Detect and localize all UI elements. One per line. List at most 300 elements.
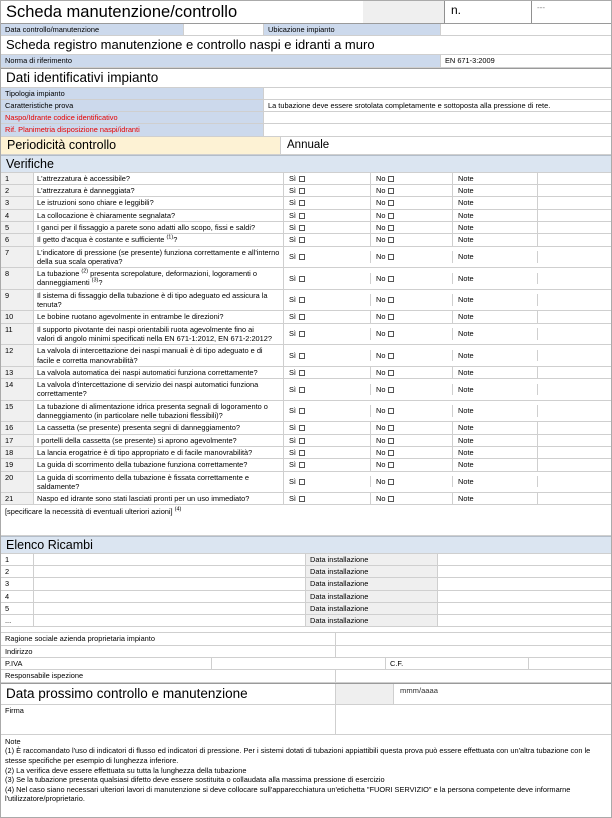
verifica-number: 17 <box>1 435 34 446</box>
no-label: No <box>376 186 386 196</box>
dati-row-tipologia <box>1 88 611 100</box>
verifica-no-cell <box>371 350 453 361</box>
ricambio-input[interactable] <box>34 615 306 626</box>
verifica-number: 16 <box>1 422 34 433</box>
no-label: No <box>376 329 386 339</box>
note-label: Note <box>453 251 538 262</box>
verifica-number: 20 <box>1 472 34 493</box>
verifica-si-cell <box>284 273 371 284</box>
ragione-sociale-label: Ragione sociale azienda proprietaria impianto <box>1 633 336 644</box>
verifica-si-cell <box>284 435 371 446</box>
si-checkbox[interactable] <box>299 408 305 414</box>
no-label: No <box>376 252 386 262</box>
verifica-question: La valvola d'intercettazione di servizio dei naspi automatici funziona correttamente? <box>34 379 284 400</box>
no-checkbox[interactable] <box>388 188 394 194</box>
note-input[interactable] <box>538 367 611 378</box>
planimetria-input[interactable] <box>264 124 611 135</box>
verifica-row-4 <box>1 210 611 222</box>
note-input[interactable] <box>538 459 611 470</box>
no-checkbox[interactable] <box>388 176 394 182</box>
cf-label: C.F. <box>386 658 529 669</box>
piva-input[interactable] <box>212 658 386 669</box>
firma-row <box>1 705 611 735</box>
verifica-question: La tubazione $^{(2)}$ presenta screpolature, deformazioni, logoramenti o danneggiamenti $^{(3)}$? <box>34 268 284 289</box>
si-checkbox[interactable] <box>299 331 305 337</box>
verifica-number: 5 <box>1 222 34 233</box>
no-label: No <box>376 367 386 377</box>
verifica-si-cell <box>284 447 371 458</box>
note-input[interactable] <box>538 247 611 268</box>
si-checkbox[interactable] <box>299 297 305 303</box>
note-label: Note <box>453 447 538 458</box>
note-input[interactable] <box>538 345 611 366</box>
note-input[interactable] <box>538 447 611 458</box>
note-label: Note <box>453 422 538 433</box>
si-label: Sì <box>289 460 296 470</box>
verifica-si-cell <box>284 251 371 262</box>
verifica-number: 15 <box>1 401 34 422</box>
si-checkbox[interactable] <box>299 425 305 431</box>
periodicita-value: Annuale <box>287 138 330 151</box>
no-label: No <box>376 295 386 305</box>
verifica-no-cell <box>371 185 453 196</box>
no-label: No <box>376 447 386 457</box>
verifica-row-20 <box>1 472 611 494</box>
verifica-si-cell <box>284 210 371 221</box>
piva-cf-row <box>1 658 611 670</box>
page-title: Scheda manutenzione/controllo <box>6 3 238 21</box>
data-installazione-input[interactable] <box>438 566 611 577</box>
verifica-row-13 <box>1 367 611 379</box>
note-label: Note <box>453 210 538 221</box>
section-dati-identificativi: Dati identificativi impianto <box>1 68 611 88</box>
no-checkbox[interactable] <box>388 425 394 431</box>
dati-row-planimetria <box>1 124 611 136</box>
si-label: Sì <box>289 367 296 377</box>
verifica-row-1 <box>1 173 611 185</box>
note-label: Note <box>453 294 538 305</box>
ricambio-number: 5 <box>1 603 34 614</box>
data-installazione-input[interactable] <box>438 603 611 614</box>
data-installazione-input[interactable] <box>438 554 611 565</box>
verifica-si-cell <box>284 294 371 305</box>
si-checkbox[interactable] <box>299 353 305 359</box>
data-installazione-label: Data installazione <box>306 603 438 614</box>
no-label: No <box>376 210 386 220</box>
note-label: Note <box>453 222 538 233</box>
verifica-no-cell <box>371 476 453 487</box>
verifiche-rows <box>1 173 611 506</box>
norma-row <box>1 55 611 67</box>
responsabile-row <box>1 670 611 682</box>
no-checkbox[interactable] <box>388 496 394 502</box>
specificare-note: [specificare la necessità di eventuali ulteriori azioni] $^{(4)}$ <box>1 505 611 535</box>
verifica-question: La guida di scorrimento della tubazione è fissata correttamente e saldamente? <box>34 472 284 493</box>
verifica-question: La valvola di intercettazione dei naspi manuali è di tipo adeguato e di facile e corretta manovrabilità? <box>34 345 284 366</box>
note-input[interactable] <box>538 422 611 433</box>
data-installazione-input[interactable] <box>438 578 611 589</box>
norma-value: EN 671-3:2009 <box>445 56 495 66</box>
data-installazione-input[interactable] <box>438 615 611 626</box>
firma-input[interactable] <box>336 705 611 734</box>
verifica-si-cell <box>284 367 371 378</box>
verifica-si-cell <box>284 459 371 470</box>
verifica-no-cell <box>371 294 453 305</box>
verifica-row-16 <box>1 422 611 434</box>
no-checkbox[interactable] <box>388 450 394 456</box>
data-prossimo-gap <box>336 684 394 704</box>
note-input[interactable] <box>538 472 611 493</box>
ricambio-input[interactable] <box>34 578 306 589</box>
no-checkbox[interactable] <box>388 408 394 414</box>
si-checkbox[interactable] <box>299 314 305 320</box>
ricambio-number: ... <box>1 615 34 626</box>
note-label: Note <box>453 173 538 184</box>
si-label: Sì <box>289 312 296 322</box>
si-label: Sì <box>289 447 296 457</box>
verifica-number: 1 <box>1 173 34 184</box>
verifica-si-cell <box>284 476 371 487</box>
indirizzo-label: Indirizzo <box>1 646 336 657</box>
no-checkbox[interactable] <box>388 479 394 485</box>
ricambio-number: 4 <box>1 591 34 602</box>
verifica-si-cell <box>284 493 371 504</box>
ricambio-number: 1 <box>1 554 34 565</box>
ricambio-row-... <box>1 615 611 627</box>
si-checkbox[interactable] <box>299 370 305 376</box>
no-checkbox[interactable] <box>388 314 394 320</box>
note-label: Note <box>453 311 538 322</box>
note-label: Note <box>453 234 538 245</box>
verifica-no-cell <box>371 447 453 458</box>
no-label: No <box>376 460 386 470</box>
no-label: No <box>376 173 386 183</box>
verifica-question: L'indicatore di pressione (se presente) funziona correttamente e all'interno della sua scala operativa? <box>34 247 284 268</box>
data-installazione-input[interactable] <box>438 591 611 602</box>
data-installazione-label: Data installazione <box>306 566 438 577</box>
no-checkbox[interactable] <box>388 370 394 376</box>
note-input[interactable] <box>538 435 611 446</box>
si-label: Sì <box>289 235 296 245</box>
verifica-si-cell <box>284 222 371 233</box>
register-subtitle: Scheda registro manutenzione e controllo naspi e idranti a muro <box>1 36 611 55</box>
ricambio-input[interactable] <box>34 591 306 602</box>
field-input-data-controllo[interactable] <box>184 24 264 35</box>
dati-row-codice <box>1 112 611 124</box>
field-input-ubicazione[interactable] <box>441 24 611 35</box>
note-input[interactable] <box>538 268 611 289</box>
verifica-no-cell <box>371 422 453 433</box>
note-label: Note <box>453 435 538 446</box>
field-label-ubicazione: Ubicazione impianto <box>264 24 441 35</box>
no-checkbox[interactable] <box>388 213 394 219</box>
ragione-sociale-row <box>1 633 611 645</box>
no-checkbox[interactable] <box>388 462 394 468</box>
note-input[interactable] <box>538 311 611 322</box>
verifica-question: Naspo ed idrante sono stati lasciati pronti per un uso immediato? <box>34 493 284 504</box>
si-label: Sì <box>289 252 296 262</box>
periodicita-row <box>1 137 611 155</box>
cf-input[interactable] <box>529 658 611 669</box>
caratteristiche-label: Caratteristiche prova <box>1 100 264 111</box>
si-checkbox[interactable] <box>299 387 305 393</box>
ricambio-input[interactable] <box>34 554 306 565</box>
verifica-row-11 <box>1 324 611 346</box>
ricambio-number: 2 <box>1 566 34 577</box>
ricambio-number: 3 <box>1 578 34 589</box>
si-checkbox[interactable] <box>299 450 305 456</box>
no-label: No <box>376 273 386 283</box>
norma-label: Norma di riferimento <box>1 55 441 66</box>
tipologia-label: Tipologia impianto <box>1 88 264 99</box>
no-checkbox[interactable] <box>388 237 394 243</box>
verifica-row-10 <box>1 311 611 323</box>
si-checkbox[interactable] <box>299 188 305 194</box>
si-checkbox[interactable] <box>299 176 305 182</box>
no-checkbox[interactable] <box>388 254 394 260</box>
si-label: Sì <box>289 384 296 394</box>
verifica-row-2 <box>1 185 611 197</box>
no-checkbox[interactable] <box>388 438 394 444</box>
verifica-no-cell <box>371 222 453 233</box>
data-installazione-label: Data installazione <box>306 554 438 565</box>
ricambio-input[interactable] <box>34 603 306 614</box>
verifica-row-3 <box>1 197 611 209</box>
field-label-data-controllo: Data controllo/manutenzione <box>1 24 184 35</box>
verifica-si-cell <box>284 197 371 208</box>
no-checkbox[interactable] <box>388 225 394 231</box>
note-input[interactable] <box>538 401 611 422</box>
note-input[interactable] <box>538 210 611 221</box>
verifica-number: 13 <box>1 367 34 378</box>
firma-label: Firma <box>1 705 336 734</box>
verifica-no-cell <box>371 493 453 504</box>
section-verifiche: Verifiche <box>1 155 611 173</box>
note-label: Note <box>453 476 538 487</box>
verifica-no-cell <box>371 173 453 184</box>
piva-label: P.IVA <box>1 658 212 669</box>
verifica-si-cell <box>284 311 371 322</box>
note-label: Note <box>453 493 538 504</box>
note-item-4: (4) Nel caso siano necessari ulteriori lavori di manutenzione si deve collocare sull'apparecchiatura un'etichetta "FUORI SERVIZIO" e la persona competente deve informarne l'utilizzatore/proprietario. <box>5 785 571 804</box>
si-checkbox[interactable] <box>299 254 305 260</box>
no-checkbox[interactable] <box>388 200 394 206</box>
data-prossimo-row <box>1 683 611 705</box>
si-checkbox[interactable] <box>299 237 305 243</box>
no-checkbox[interactable] <box>388 353 394 359</box>
codice-identificativo-label: Naspo/Idrante codice identificativo <box>1 112 264 123</box>
note-input[interactable] <box>538 173 611 184</box>
verifica-row-7 <box>1 247 611 269</box>
si-label: Sì <box>289 198 296 208</box>
si-checkbox[interactable] <box>299 462 305 468</box>
verifica-number: 7 <box>1 247 34 268</box>
title-row <box>1 1 611 24</box>
verifica-number: 8 <box>1 268 34 289</box>
dati-row-caratteristiche <box>1 100 611 112</box>
verifica-number: 10 <box>1 311 34 322</box>
verifica-no-cell <box>371 273 453 284</box>
verifica-question: Le bobine ruotano agevolmente in entrambe le direzioni? <box>34 311 284 322</box>
verifica-question: La valvola automatica dei naspi automatici funziona correttamente? <box>34 367 284 378</box>
note-input[interactable] <box>538 290 611 311</box>
verifica-question: Il getto d'acqua è costante e sufficiente $^{(1)}$? <box>34 234 284 245</box>
note-item-1: (1) È raccomandato l'uso di indicatori di flusso ed indicatori di pressione. Per i sistemi dotati di tubazioni appiattibili questa prova può essere effettuata con un'altra tubazione con le stesse specifiche per esempio di lunghezza inferiore. <box>5 746 591 765</box>
verifica-si-cell <box>284 328 371 339</box>
note-label: Note <box>453 367 538 378</box>
data-prossimo-value[interactable]: mmm/aaaa <box>400 685 438 695</box>
no-checkbox[interactable] <box>388 387 394 393</box>
si-label: Sì <box>289 406 296 416</box>
ricambio-row-4 <box>1 591 611 603</box>
verifica-no-cell <box>371 311 453 322</box>
planimetria-label: Rif. Planimetria disposizione naspi/idranti <box>1 124 264 135</box>
responsabile-input[interactable] <box>336 670 611 681</box>
verifica-row-12 <box>1 345 611 367</box>
note-label: Note <box>453 459 538 470</box>
si-label: Sì <box>289 494 296 504</box>
no-label: No <box>376 222 386 232</box>
sheet-number-value[interactable]: --- <box>531 1 611 23</box>
note-input[interactable] <box>538 379 611 400</box>
indirizzo-input[interactable] <box>336 646 611 657</box>
si-label: Sì <box>289 222 296 232</box>
caratteristiche-value: La tubazione deve essere srotolata completamente e sottoposta alla pressione di rete. <box>268 100 551 110</box>
tipologia-input[interactable] <box>264 88 611 99</box>
ricambio-row-5 <box>1 603 611 615</box>
si-checkbox[interactable] <box>299 200 305 206</box>
verifica-question: La cassetta (se presente) presenta segni di danneggiamento? <box>34 422 284 433</box>
si-checkbox[interactable] <box>299 213 305 219</box>
verifica-no-cell <box>371 234 453 245</box>
verifica-row-9 <box>1 290 611 312</box>
sheet-number-label: n. <box>444 1 531 23</box>
periodicita-label: Periodicità controllo <box>1 137 281 154</box>
note-label: Note <box>453 328 538 339</box>
verifica-number: 4 <box>1 210 34 221</box>
notes-title: Note <box>5 736 21 746</box>
note-input[interactable] <box>538 222 611 233</box>
data-prossimo-title: Data prossimo controllo e manutenzione <box>1 684 336 704</box>
si-checkbox[interactable] <box>299 276 305 282</box>
ricambio-row-3 <box>1 578 611 590</box>
si-label: Sì <box>289 350 296 360</box>
ricambio-row-1 <box>1 554 611 566</box>
si-label: Sì <box>289 295 296 305</box>
si-checkbox[interactable] <box>299 438 305 444</box>
si-label: Sì <box>289 477 296 487</box>
si-label: Sì <box>289 423 296 433</box>
verifica-question: Il sistema di fissaggio della tubazione è di tipo adeguato ed assicura la tenuta? <box>34 290 284 311</box>
no-label: No <box>376 406 386 416</box>
note-label: Note <box>453 273 538 284</box>
no-label: No <box>376 198 386 208</box>
note-input[interactable] <box>538 185 611 196</box>
verifica-no-cell <box>371 251 453 262</box>
verifica-no-cell <box>371 405 453 416</box>
verifica-no-cell <box>371 435 453 446</box>
note-input[interactable] <box>538 234 611 245</box>
verifica-si-cell <box>284 234 371 245</box>
si-label: Sì <box>289 435 296 445</box>
verifica-row-14 <box>1 379 611 401</box>
si-checkbox[interactable] <box>299 479 305 485</box>
note-label: Note <box>453 185 538 196</box>
verifica-no-cell <box>371 197 453 208</box>
verifica-question: L'attrezzatura è accessibile? <box>34 173 284 184</box>
verifica-number: 9 <box>1 290 34 311</box>
no-label: No <box>376 435 386 445</box>
no-checkbox[interactable] <box>388 331 394 337</box>
verifica-row-18 <box>1 447 611 459</box>
no-checkbox[interactable] <box>388 297 394 303</box>
ricambio-input[interactable] <box>34 566 306 577</box>
verifica-row-6 <box>1 234 611 246</box>
note-input[interactable] <box>538 493 611 504</box>
verifica-question: I ganci per il fissaggio a parete sono adatti allo scopo, fissi e saldi? <box>34 222 284 233</box>
verifica-no-cell <box>371 384 453 395</box>
si-label: Sì <box>289 273 296 283</box>
no-label: No <box>376 423 386 433</box>
note-label: Note <box>453 350 538 361</box>
si-label: Sì <box>289 186 296 196</box>
responsabile-label: Responsabile ispezione <box>1 670 336 681</box>
verifica-question: La tubazione di alimentazione idrica presenta segnali di logoramento o danneggiamento (in particolare nelle tubazioni flessibili)? <box>34 401 284 422</box>
verifica-question: La lancia erogatrice è di tipo appropriato e di facile manovrabilità? <box>34 447 284 458</box>
si-checkbox[interactable] <box>299 225 305 231</box>
no-label: No <box>376 350 386 360</box>
header-fields-row <box>1 24 611 36</box>
verifica-number: 11 <box>1 324 34 345</box>
verifica-question: Le istruzioni sono chiare e leggibili? <box>34 197 284 208</box>
si-label: Sì <box>289 329 296 339</box>
no-label: No <box>376 477 386 487</box>
verifica-row-19 <box>1 459 611 471</box>
title-gap <box>363 1 444 23</box>
data-installazione-label: Data installazione <box>306 578 438 589</box>
codice-identificativo-input[interactable] <box>264 112 611 123</box>
verifica-question: I portelli della cassetta (se presente) si aprono agevolmente? <box>34 435 284 446</box>
verifica-number: 3 <box>1 197 34 208</box>
verifica-si-cell <box>284 350 371 361</box>
verifica-question: La guida di scorrimento della tubazione funziona correttamente? <box>34 459 284 470</box>
no-label: No <box>376 384 386 394</box>
si-label: Sì <box>289 173 296 183</box>
indirizzo-row <box>1 646 611 658</box>
verifica-question: L'attrezzatura è danneggiata? <box>34 185 284 196</box>
no-label: No <box>376 312 386 322</box>
verifica-number: 14 <box>1 379 34 400</box>
verifica-question: La collocazione è chiaramente segnalata? <box>34 210 284 221</box>
si-checkbox[interactable] <box>299 496 305 502</box>
verifica-number: 19 <box>1 459 34 470</box>
verifica-number: 12 <box>1 345 34 366</box>
verifica-question: Il supporto pivotante dei naspi orientabili ruota agevolmente fino ai valori di angolo minimi specificati nella EN 671-1:2012, EN 671-2:2012? <box>34 324 284 345</box>
verifica-row-21 <box>1 493 611 505</box>
note-input[interactable] <box>538 197 611 208</box>
ricambi-rows <box>1 554 611 628</box>
verifica-row-8 <box>1 268 611 290</box>
note-input[interactable] <box>538 324 611 345</box>
verifica-row-17 <box>1 435 611 447</box>
verifica-number: 21 <box>1 493 34 504</box>
no-checkbox[interactable] <box>388 276 394 282</box>
verifica-no-cell <box>371 210 453 221</box>
ragione-sociale-input[interactable] <box>336 633 611 644</box>
verifica-no-cell <box>371 459 453 470</box>
data-installazione-label: Data installazione <box>306 591 438 602</box>
note-label: Note <box>453 405 538 416</box>
